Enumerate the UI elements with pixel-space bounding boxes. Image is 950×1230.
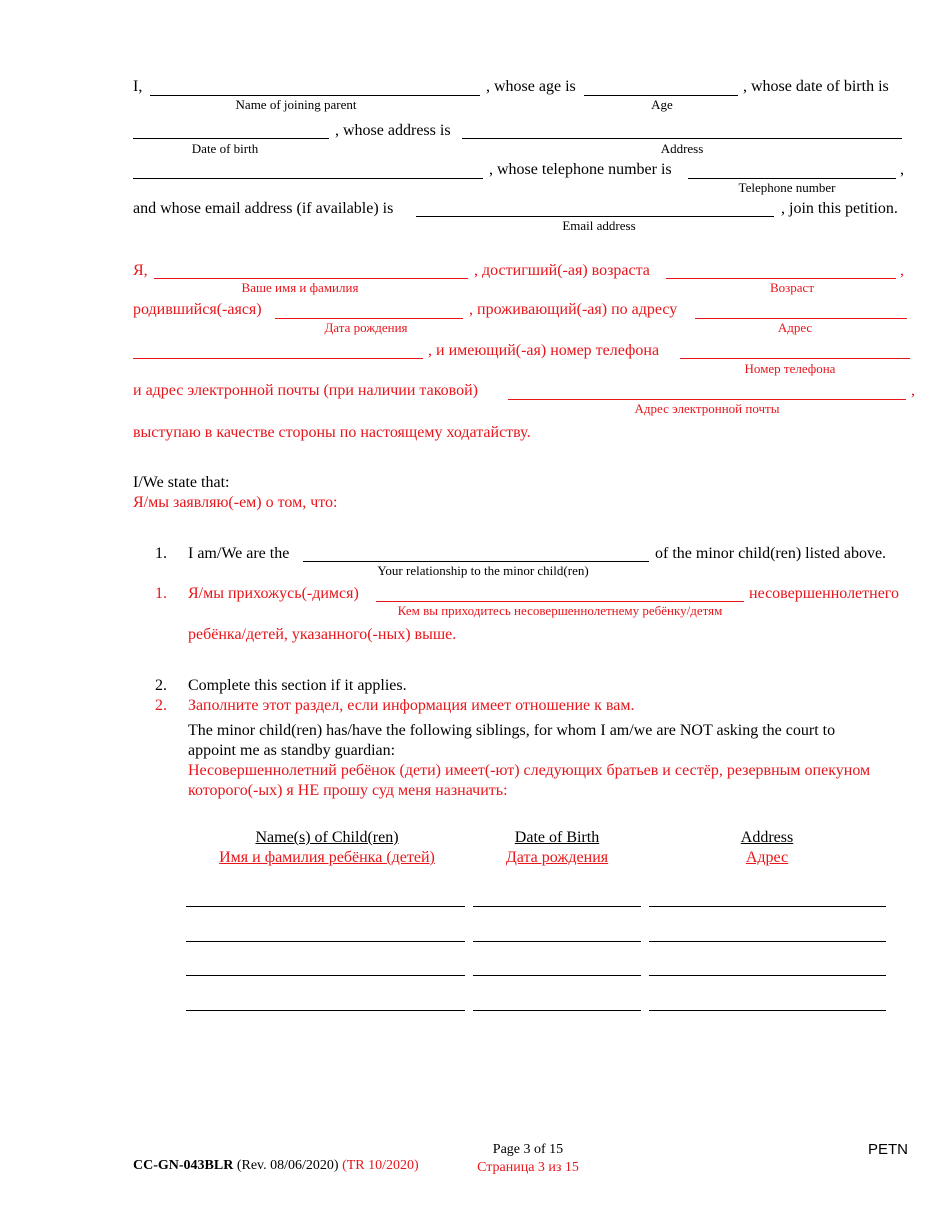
ru-address-label: Адрес [777, 320, 813, 335]
ru-email-field[interactable] [508, 399, 906, 400]
item1-number-ru: 1. [155, 585, 167, 602]
sibling-name-field-4[interactable] [186, 1010, 465, 1011]
name-label: Name of joining parent [235, 97, 357, 112]
sibling-name-field-2[interactable] [186, 941, 465, 942]
address-field[interactable] [462, 138, 902, 139]
ru-relationship-field[interactable] [376, 601, 744, 602]
page-number-en: Page 3 of 15 [492, 1142, 564, 1157]
sibling-name-field-1[interactable] [186, 906, 465, 907]
phone-field[interactable] [688, 178, 896, 179]
sibling-address-field-1[interactable] [649, 906, 886, 907]
item1-number-en: 1. [155, 545, 167, 562]
form-id: CC-GN-043BLR [133, 1158, 234, 1173]
ru-age-label: Возраст [769, 280, 815, 295]
joining-parent-name-field[interactable] [150, 95, 480, 96]
whose-phone-text: , whose telephone number is [489, 161, 672, 178]
siblings-en-line1: The minor child(ren) has/have the following siblings, for whom I am/we are NOT asking the court to [188, 722, 836, 739]
item2-text-ru: Заполните этот раздел, если информация имеет отношение к вам. [188, 697, 635, 714]
item2-text-en: Complete this section if it applies. [188, 677, 407, 694]
siblings-ru-line2: которого(-ых) я НЕ прошу суд меня назначить: [188, 782, 508, 799]
dob-label: Date of birth [191, 141, 259, 156]
form-code: PETN [868, 1141, 909, 1158]
statement-en: I/We state that: [133, 474, 230, 491]
form-rev: (Rev. 08/06/2020) [236, 1158, 339, 1173]
form-id-line [133, 1158, 419, 1174]
ru-i-text: Я, [133, 262, 148, 279]
col-header-address-en: Address [740, 829, 794, 846]
ru-phone-label: Номер телефона [744, 361, 836, 376]
sibling-dob-field-3[interactable] [473, 975, 641, 976]
i-text: I, [133, 78, 143, 95]
sibling-dob-field-2[interactable] [473, 941, 641, 942]
phone-label: Telephone number [738, 180, 836, 195]
item1-prefix-en: I am/We are the [188, 545, 290, 562]
dob-field[interactable] [133, 138, 329, 139]
address-label: Address [660, 141, 704, 156]
statement-ru: Я/мы заявляю(-ем) о том, что: [133, 494, 338, 511]
col-header-address [649, 828, 885, 868]
ru-dob-field[interactable] [275, 318, 463, 319]
col-header-name-ru: Имя и фамилия ребёнка (детей) [219, 849, 435, 866]
page-number-ru: Страница 3 из 15 [477, 1160, 579, 1175]
relationship-label: Your relationship to the minor child(ren) [377, 563, 589, 578]
ru-act-as-party-text: выступаю в качестве стороны по настоящему ходатайству. [133, 424, 531, 441]
ru-age-field[interactable] [666, 278, 896, 279]
item2-number-ru: 2. [155, 697, 167, 714]
ru-dob-label: Дата рождения [324, 320, 408, 335]
item1-suffix-ru: несовершеннолетнего [749, 585, 899, 602]
sibling-name-field-3[interactable] [186, 975, 465, 976]
comma: , [900, 161, 904, 178]
sibling-address-field-3[interactable] [649, 975, 886, 976]
email-prefix-text: and whose email address (if available) is [133, 200, 394, 217]
item1-prefix-ru: Я/мы прихожусь(-димся) [188, 585, 359, 602]
age-field[interactable] [584, 95, 738, 96]
ru-email-label: Адрес электронной почты [634, 401, 780, 416]
item2-number-en: 2. [155, 677, 167, 694]
sibling-dob-field-4[interactable] [473, 1010, 641, 1011]
col-header-address-ru: Адрес [745, 849, 789, 866]
whose-age-text: , whose age is [486, 78, 576, 95]
ru-address-field[interactable] [695, 318, 907, 319]
email-label: Email address [562, 218, 636, 233]
ru-relationship-label: Кем вы приходитесь несовершеннолетнему ребёнку/детям [397, 603, 723, 618]
page-number [428, 1141, 628, 1177]
whose-dob-text: , whose date of birth is [743, 78, 889, 95]
age-label: Age [651, 97, 673, 112]
col-header-name [188, 828, 466, 868]
col-header-name-en: Name(s) of Child(ren) [255, 829, 399, 846]
ru-phone-field[interactable] [680, 358, 910, 359]
siblings-en-line2: appoint me as standby guardian: [188, 742, 396, 759]
item1-suffix-en: of the minor child(ren) listed above. [655, 545, 887, 562]
sibling-address-field-2[interactable] [649, 941, 886, 942]
form-tr: (TR 10/2020) [342, 1158, 419, 1173]
ru-comma-2: , [911, 382, 915, 399]
item1-cont-ru: ребёнка/детей, указанного(-ных) выше. [188, 626, 457, 643]
ru-address-continued-field[interactable] [133, 358, 423, 359]
col-header-dob [473, 828, 641, 868]
ru-email-prefix-text: и адрес электронной почты (при наличии таковой) [133, 382, 479, 399]
email-field[interactable] [416, 216, 774, 217]
join-text: , join this petition. [781, 200, 898, 217]
col-header-dob-en: Date of Birth [514, 829, 600, 846]
ru-phone-text: , и имеющий(-ая) номер телефона [428, 342, 660, 359]
siblings-ru-line1: Несовершеннолетний ребёнок (дети) имеет(-ют) следующих братьев и сестёр, резервным опекуном [188, 762, 871, 779]
ru-residing-text: , проживающий(-ая) по адресу [469, 301, 678, 318]
ru-name-field[interactable] [154, 278, 468, 279]
sibling-dob-field-1[interactable] [473, 906, 641, 907]
whose-address-text: , whose address is [335, 122, 451, 139]
address-continued-field[interactable] [133, 178, 483, 179]
col-header-dob-ru: Дата рождения [505, 849, 609, 866]
ru-age-text: , достигший(-ая) возраста [474, 262, 650, 279]
relationship-field[interactable] [303, 561, 649, 562]
ru-comma-1: , [900, 262, 904, 279]
sibling-address-field-4[interactable] [649, 1010, 886, 1011]
ru-name-label: Ваше имя и фамилия [241, 280, 359, 295]
ru-born-text: родившийся(-аяся) [133, 301, 262, 318]
